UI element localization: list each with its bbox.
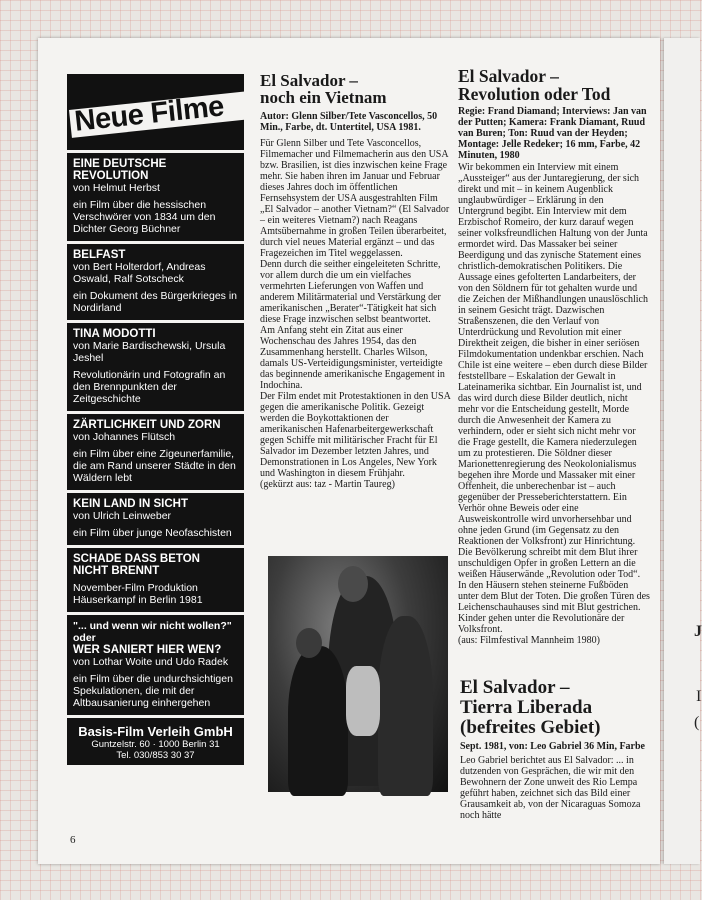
article-credits: Autor: Glenn Silber/Tete Vasconcellos, 50 Min., Farbe, dt. Untertitel, USA 1981. [260, 111, 438, 133]
ad-film-entry [67, 414, 244, 490]
ad-film-entry [67, 548, 244, 612]
article-noch-ein-vietnam [260, 72, 452, 490]
distributor-block [67, 718, 244, 765]
article-revolution-oder-tod [458, 67, 650, 646]
article-paragraph: Denn durch die seither eingeleiteten Schritte, vor allem durch die um ein vielfaches vermehrten Lieferungen von Waffen und anderem Militärmaterial und Verstärkung der amerikanischen „Berater“-Tätigkeit hat sich diese Frage inzwischen selbst beantwortet. [260, 259, 441, 325]
ad-title: Neue Filme [73, 90, 226, 138]
article-source: (gekürzt aus: taz - Martin Taureg) [260, 479, 395, 490]
edge-letter: J [694, 623, 702, 640]
facing-page-edge [664, 38, 700, 864]
film-description: November-Film Produktion Häuserkampf in Berlin 1981 [73, 582, 203, 606]
article-paragraph: Leo Gabriel berichtet aus El Salvador: ... in dutzenden von Gesprächen, die wir mit den Bewohnern der Zone unweit des Rio Lempa geführt haben, zeichnet sich das Bild einer Grausamkeit ab, von der Nicaraguas Somoza noch hätte [460, 755, 641, 821]
article-source: (aus: Filmfestival Mannheim 1980) [458, 635, 600, 646]
ad-header [67, 74, 244, 150]
article-tierra-liberada [460, 678, 652, 821]
article-body [260, 138, 452, 490]
ad-film-entry [67, 615, 244, 715]
edge-letter: ( [694, 714, 700, 731]
film-director: von Johannes Flütsch [73, 431, 176, 443]
article-paragraph: Wir bekommen ein Interview mit einem „Aussteiger“ aus der Juntaregierung, der sich direkt und mit – in keinem Augenblick unglaubwürdiger – Erklärung in den Untergrund begibt. Ein Interview mit dem Erzbischof Romeiro, der kurz darauf wegen seiner volksfreundlichen Haltung von der Junta ermordet wird. Das Massaker bei seiner Beerdigung und das zynische Statement eines christlich-demokratischen Politikers. Die Aussage eines gefolterten Landarbeiters, der von den Söldnern für tot gehalten wurde und die Zeichen der Mißhandlungen unauslöschlich in seinem Gesicht trägt. Dazwischen Straßenszenen, die den Verlauf von Unterdrückung und Revolution mit einer Direktheit zeigen, die bisher in einer seriösen Filmdokumentation undenkbar erschien. Nach Chile ist eine weitere – eben durch diese Bilder feststellbare – Eskalation der Gewalt in Lateinamerika sichtbar. Ein Journalist ist, und das wird durch diese Bilder deutlich, nicht mehr vor die Entscheidung gestellt, Morde durch die Anwesenheit der Kamera zu verhindern, oder er sieht sich nicht mehr vor die Frage gestellt, die Kamera niederzulegen um zu protestieren. Die Söldner dieser Marionettenregierung des Neokolonialismus begehen ihre Morde und Massaker mit einer Offenheit, die unberechenbar ist – auch gegenüber der Presseberichterstattern. Ein Verhör ohne Beweis oder eine Ausweiskontrolle wird unvorhersehbar und ohne jeden Grund (im Gegensatz zu den Reaktionen der Volksfront) zur Hinrichtung. Die Bevölkerung schreibt mit dem Blut ihrer unschuldigen Opfer in großen Lettern an die weißen Häuserwände „Revolution oder Tod“. In den Häusern stehen steinerne Fußböden unter dem Blut der Toten. Die großen Türen des Leichenschauhauses sind mit Blut gestrichen. Kinder gehen unter die Revolutionäre der Volksfront. [458, 162, 650, 635]
magazine-page [38, 38, 660, 864]
film-description: ein Film über die undurchsichtigen Spekulationen, die mit der Altbausanierung einhergehen [73, 673, 233, 709]
article-credits: Regie: Frand Diamand; Interviews: Jan van der Putten; Kamera: Frank Diamant, Ruud van Buren; Ton: Ruud van der Heyden; Montage: Jelle Redeker; 16 mm, Farbe, 42 Minuten, 1980 [458, 106, 647, 161]
page-number: 6 [70, 834, 76, 846]
ad-film-entry [67, 323, 244, 411]
article-paragraph: Für Glenn Silber und Tete Vasconcellos, Filmemacher und Filmemacherin aus den USA bzw. Brasilien, ist dies inzwischen keine Frage mehr. Sie haben ihren im Januar und Februar dieses Jahres doch im öffentlichen Fernsehsystem der USA ausgestrahlten Film „El Salvador – another Vietnam?“ (El Salvador – ein weiteres Vietnam?) nach Reagans Amtsübernahme in großen Teilen überarbeitet, durch viel neues Material ergänzt – und das Fragezeichen im Titel weggelassen. [260, 138, 450, 259]
film-description: Revolutionärin und Fotografin an den Brennpunkten der Zeitgeschichte [73, 369, 226, 405]
film-title: ZÄRTLICHKEIT UND ZORN [73, 419, 221, 431]
ad-film-entry [67, 153, 244, 241]
article-body [460, 755, 652, 821]
film-director: von Marie Bardischewski, Ursula Jeshel [73, 340, 226, 364]
film-title: TINA MODOTTI [73, 328, 156, 340]
protest-photo [268, 556, 448, 792]
edge-letter: I [696, 688, 702, 705]
distributor-name: Basis-Film Verleih GmbH [78, 724, 233, 739]
article-credits: Sept. 1981, von: Leo Gabriel 36 Min, Farbe [460, 741, 645, 752]
ad-film-entry [67, 493, 244, 545]
film-description: ein Dokument des Bürgerkrieges in Nordirland [73, 290, 238, 314]
film-title: KEIN LAND IN SICHT [73, 498, 188, 510]
film-director: von Lothar Woite und Udo Radek [73, 656, 229, 668]
film-description: ein Film über junge Neofaschisten [73, 527, 232, 539]
film-director: von Helmut Herbst [73, 182, 160, 194]
film-advertisement [67, 74, 244, 765]
film-pretitle: "... und wenn wir nicht wollen?" oder [73, 620, 232, 644]
ad-film-entry [67, 244, 244, 320]
distributor-address: Guntzelstr. 60 · 1000 Berlin 31 [91, 739, 220, 750]
article-title: El Salvador – Revolution oder Tod [458, 66, 611, 104]
film-title: EINE DEUTSCHE REVOLUTION [73, 158, 167, 182]
film-title: BELFAST [73, 249, 126, 261]
film-description: ein Film über eine Zigeunerfamilie, die am Rand unserer Städte in den Wäldern lebt [73, 448, 236, 484]
article-body [458, 162, 650, 646]
film-title: WER SANIERT HIER WEN? [73, 644, 222, 656]
film-director: von Ulrich Leinweber [73, 510, 172, 522]
film-description: ein Film über die hessischen Verschwörer von 1834 um den Dichter Georg Büchner [73, 199, 216, 235]
distributor-phone: Tel. 030/853 30 37 [116, 750, 195, 761]
film-director: von Bert Holterdorf, Andreas Oswald, Ralf Sotscheck [73, 261, 206, 285]
article-title: El Salvador – noch ein Vietnam [260, 71, 387, 107]
article-paragraph: Der Film endet mit Protestaktionen in den USA gegen die amerikanische Politik. Gezeigt werden die Boykottaktionen der amerikanischen Hafenarbeitergewerkschaft gegen Schiffe mit militärischer Fracht für El Salvador im Dezember letzten Jahres, und Demonstrationen in Los Angeles, New York und Washington in diesem Frühjahr. [260, 391, 451, 479]
film-title: SCHADE DASS BETON NICHT BRENNT [73, 553, 200, 577]
article-title: El Salvador – Tierra Liberada (befreites Gebiet) [460, 677, 601, 738]
article-paragraph: Am Anfang steht ein Zitat aus einer Wochenschau des Jahres 1954, das den Zusammenhang herstellt. Charles Wilson, damals US-Verteidigungsminister, verteidigte das beginnende amerikanische Engagement in Indochina. [260, 325, 445, 391]
